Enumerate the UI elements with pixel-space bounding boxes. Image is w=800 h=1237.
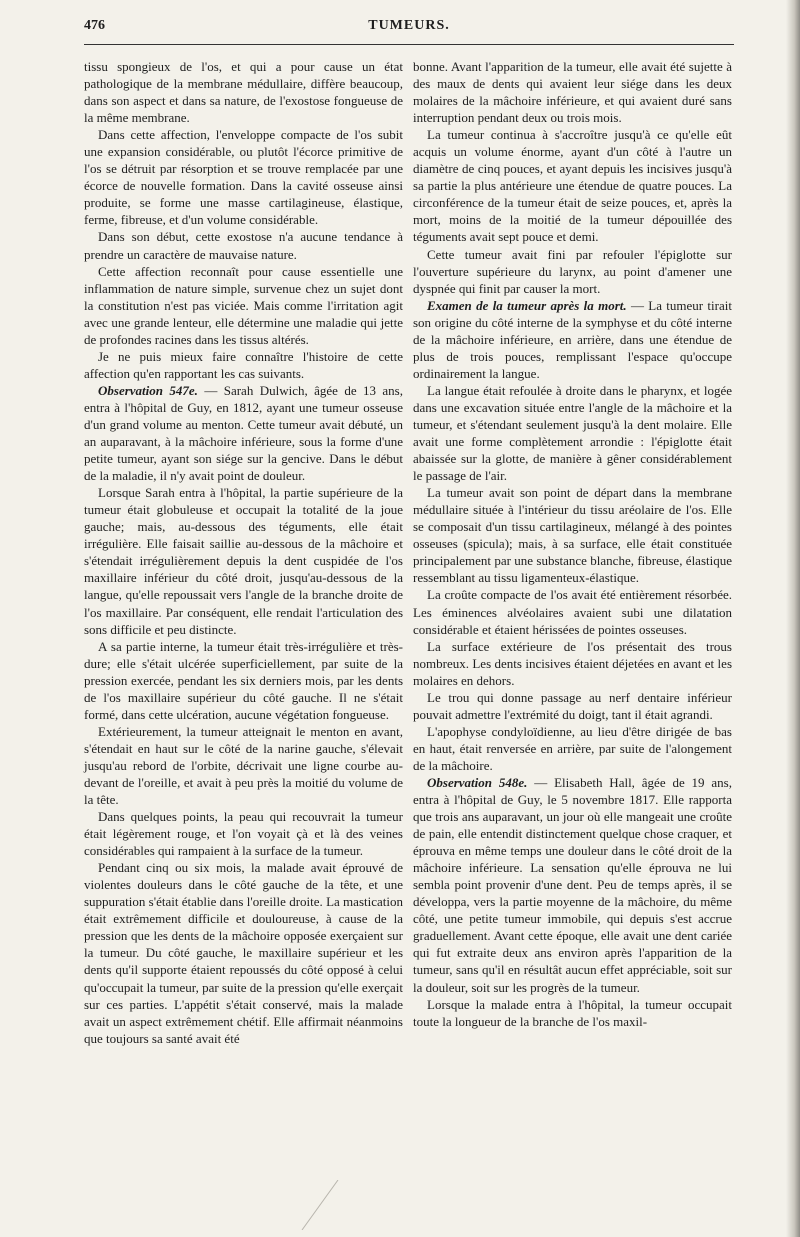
paragraph (84, 58, 403, 126)
running-header (84, 18, 734, 40)
paragraph-text: La tumeur avait son point de départ dans la membrane médullaire située à l'intérieur du tissu aréolaire de l'os. Elle se composait d'un tissu cartilagineux, mélangé à des pointes osseuses (spicula); mais, à sa surface, elle était constituée principalement par une substance blanche, fibreuse, élastique ressemblant au tissu ligamenteux-élastique. (413, 485, 732, 586)
scan-mark (300, 1180, 340, 1230)
paragraph-text: Cette tumeur avait fini par refouler l'épiglotte sur l'ouverture supérieure du larynx, au point d'amener une dyspnée qui finit par causer la mort. (413, 246, 732, 296)
paragraph-text: bonne. Avant l'apparition de la tumeur, elle avait été sujette à des maux de dents qui avaient leur siége dans les deux molaires de la mâchoire inférieure, et qui avaient duré sans interruption pendant deux ou trois mois. (413, 59, 732, 126)
paragraph (84, 484, 403, 637)
paragraph-text: Cette affection reconnaît pour cause essentielle une inflammation de nature simple, survenue chez un sujet dont la constitution n'est pas viciée. Mais comme l'irritation agit avec une grande lenteur, elle détermine une maladie qui jette de profondes racines dans les tissus altérés. (84, 263, 403, 347)
right-column (413, 58, 732, 1030)
running-title: TUMEURS. (368, 18, 450, 33)
paragraph-lead: Observation 547e. (98, 382, 198, 398)
paragraph (84, 348, 403, 382)
paragraph-text: — La tumeur tirait son origine du côté interne de la symphyse et du côté interne de la mâchoire inférieure, en arrière, dans une étendue de plus de trois pouces, remplissant l'espace qu'occupe ordinairement la langue. (413, 297, 732, 381)
paragraph (413, 246, 732, 297)
paragraph-text: Lorsque Sarah entra à l'hôpital, la partie supérieure de la tumeur était globuleuse et occupait la totalité de la joue gauche; mais, au-dessous des téguments, elle était irrégulière. Elle faisait saillie au-dessous de la mâchoire et s'étendait irrégulièrement depuis la dent cuspidée de l'os maxillaire inférieur du côté droit, jusqu'au-dessous de la langue, qu'elle repoussait vers l'angle de la branche droite de l'os maxillaire. Par conséquent, elle rendait l'articulation des sons difficile et peu distincte. (84, 485, 403, 637)
paragraph (413, 774, 732, 996)
paragraph (413, 297, 732, 382)
paragraph-text: Dans quelques points, la peau qui recouvrait la tumeur était légèrement rouge, et l'on voyait çà et là des veines considérables qui rampaient à la surface de la tumeur. (84, 809, 403, 859)
paragraph (84, 126, 403, 228)
paragraph (413, 996, 732, 1030)
paragraph (84, 723, 403, 808)
paragraph-text: Le trou qui donne passage au nerf dentaire inférieur pouvait admettre l'extrémité du doigt, tant il était agrandi. (413, 689, 732, 722)
paragraph (413, 58, 732, 126)
paragraph (413, 638, 732, 689)
paragraph-text: — Elisabeth Hall, âgée de 19 ans, entra à l'hôpital de Guy, le 5 novembre 1817. Elle rapporta que trois ans auparavant, un jour où elle mangeait une croûte de pain, elle entendit distinctement quelque chose craquer, et éprouva en même temps une douleur dans le côté droit de la mâchoire inférieure. La sensation qu'elle éprouva ne lui sembla point provenir d'une dent. Peu de temps après, il se développa, vers la partie moyenne de la mâchoire, du même côté, une petite tumeur immobile, qui depuis s'est accrue graduellement. Avant cette époque, elle avait une dent cariée qui fut extraite deux ans environ après l'apparition de la tumeur, sans qu'il en résultât aucun effet appréciable, soit sur la douleur, soit sur les progrès de la tumeur. (413, 774, 732, 995)
paragraph-text: L'apophyse condyloïdienne, au lieu d'être dirigée de bas en haut, était renversée en arrière, par suite de l'alongement de la mâchoire. (413, 723, 732, 773)
paragraph-text: La tumeur continua à s'accroître jusqu'à ce qu'elle eût acquis un volume énorme, ayant d'un côté à l'autre un diamètre de cinq pouces, et ayant depuis les incisives jusqu'à sa partie la plus antérieure une étendue de quatre pouces. La circonférence de la tumeur était de seize pouces, et, après la mort, moins de la moitié de la tumeur dépouillée des téguments avait sept pouce et demi. (413, 127, 732, 245)
paragraph (413, 382, 732, 484)
paragraph-text: Lorsque la malade entra à l'hôpital, la tumeur occupait toute la longueur de la branche de l'os maxil- (413, 996, 732, 1029)
paragraph (413, 586, 732, 637)
paragraph-text: La langue était refoulée à droite dans le pharynx, et logée dans une excavation située entre l'angle de la mâchoire et la tumeur, et s'étendant seulement jusqu'à la dent molaire. Elle avait une forme complètement arrondie : l'épiglotte était abaissée sur la glotte, de manière à gêner considérablement le passage de l'air. (413, 382, 732, 484)
page-number: 476 (84, 18, 105, 33)
paragraph-text: Dans cette affection, l'enveloppe compacte de l'os subit une expansion considérable, ou plutôt l'écorce primitive de l'os se détruit par résorption et se trouve remplacée par une écorce de nouvelle formation. Dans la cavité osseuse ainsi produite, se forme une masse cartilagineuse, élastique, ferme, fibreuse, et d'un volume considérable. (84, 127, 403, 228)
paragraph (413, 689, 732, 723)
paragraph (84, 638, 403, 723)
paragraph-text: La surface extérieure de l'os présentait des trous nombreux. Les dents incisives étaient déjetées en avant et les molaires en dehors. (413, 638, 732, 688)
paragraph-text: Dans son début, cette exostose n'a aucune tendance à prendre un caractère de mauvaise nature. (84, 229, 403, 262)
paragraph (413, 484, 732, 586)
header-rule (84, 44, 734, 45)
paragraph-text: A sa partie interne, la tumeur était très-irrégulière et très-dure; elle s'était ulcérée superficiellement, par suite de la pression exercée, pendant les six derniers mois, par les dents de l'os maxillaire supérieur du côté gauche. Il ne s'était formé, dans cette ulcération, aucune végétation fongueuse. (84, 638, 403, 722)
paragraph (84, 808, 403, 859)
paragraph-text: Extérieurement, la tumeur atteignait le menton en avant, s'étendait en haut sur le côté de la narine gauche, s'élevait jusqu'au rebord de l'orbite, décrivait une ligne courbe au-devant de l'oreille, et avait à peu près la moitié du volume de la tête. (84, 723, 403, 808)
paragraph (84, 228, 403, 262)
paragraph (84, 859, 403, 1047)
paragraph-text: Pendant cinq ou six mois, la malade avait éprouvé de violentes douleurs dans le côté gauche de la tête, et une suppuration s'était établie dans l'oreille droite. La mastication était extrêmement difficile et douloureuse, à cause de la pression que les dents de la mâchoire opposée exerçaient sur la tumeur. Du côté gauche, le maxillaire supérieur et les dents qu'il supporte étaient repoussés du côté opposé à celui qu'occupait la tumeur, par suite de la pression qu'elle exerçait sur ces parties. L'appétit s'était conservé, mais la malade avait un aspect extrêmement chétif. Elle affirmait néanmoins que toujours sa santé avait été (84, 860, 403, 1046)
paragraph (413, 723, 732, 774)
paragraph-lead: Examen de la tumeur après la mort. (427, 297, 627, 313)
paragraph-text: — Sarah Dulwich, âgée de 13 ans, entra à l'hôpital de Guy, en 1812, ayant une tumeur osseuse d'un grand volume au menton. Cette tumeur avait débuté, un an auparavant, à la mâchoire inférieure, sous la forme d'une petite tumeur, ayant son siége sur la gencive. Dans le début de la maladie, il n'y avait point de douleur. (84, 382, 403, 484)
paragraph-text: tissu spongieux de l'os, et qui a pour cause un état pathologique de la membrane médullaire, diffère beaucoup, dans son aspect et dans sa nature, de l'exostose fongueuse de la même membrane. (84, 59, 403, 126)
paragraph-text: La croûte compacte de l'os avait été entièrement résorbée. Les éminences alvéolaires avaient subi une dilatation considérable et étaient hérissées de pointes osseuses. (413, 587, 732, 637)
page-edge (786, 0, 800, 1237)
paragraph (413, 126, 732, 245)
paragraph (84, 382, 403, 484)
left-column (84, 58, 403, 1047)
paragraph (84, 263, 403, 348)
paragraph-text: Je ne puis mieux faire connaître l'histoire de cette affection qu'en rapportant les cas suivants. (84, 348, 403, 381)
paragraph-lead: Observation 548e. (427, 774, 528, 790)
